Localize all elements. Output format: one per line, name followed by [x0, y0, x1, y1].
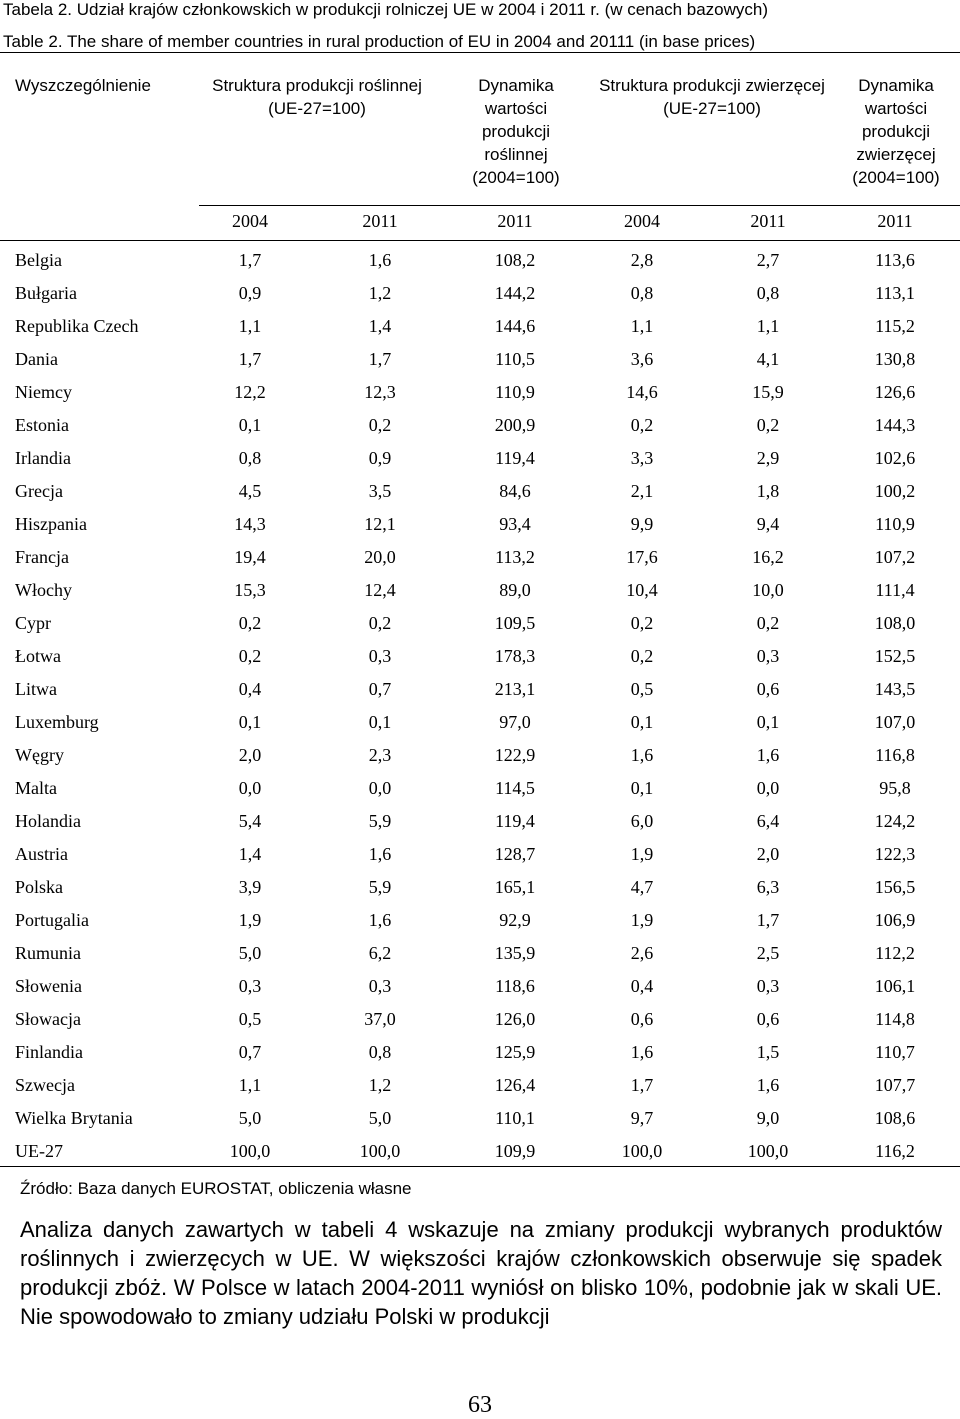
value-cell: 0,1 [238, 712, 262, 732]
value-cell: 2,5 [756, 943, 780, 963]
value-cell: 14,6 [626, 382, 658, 402]
value-cell: 116,8 [875, 745, 915, 765]
country-name: Austria [15, 844, 68, 864]
value-cell: 1,4 [368, 316, 392, 336]
value-cell: 5,4 [238, 811, 262, 831]
value-cell: 4,5 [238, 481, 262, 501]
value-cell: 0,9 [238, 283, 262, 303]
country-name: Włochy [15, 580, 72, 600]
value-cell: 130,8 [874, 349, 916, 369]
table-row [0, 475, 960, 508]
country-name: Bułgaria [15, 283, 77, 303]
value-cell: 0,2 [238, 646, 262, 666]
country-name: Słowacja [15, 1009, 81, 1029]
value-cell: 108,6 [874, 1108, 916, 1128]
country-name: Finlandia [15, 1042, 83, 1062]
value-cell: 106,9 [874, 910, 916, 930]
value-cell: 1,1 [238, 316, 262, 336]
year-cell: 2011 [750, 211, 786, 231]
country-name: Irlandia [15, 448, 71, 468]
value-cell: 5,9 [368, 811, 392, 831]
value-cell: 92,9 [499, 910, 531, 930]
country-name: Wielka Brytania [15, 1108, 133, 1128]
value-cell: 6,4 [756, 811, 780, 831]
value-cell: 5,0 [238, 943, 262, 963]
country-name: Malta [15, 778, 57, 798]
value-cell: 2,0 [238, 745, 262, 765]
value-cell: 1,9 [630, 844, 654, 864]
table-row [0, 640, 960, 673]
value-cell: 110,9 [875, 514, 915, 534]
value-cell: 0,2 [756, 613, 780, 633]
value-cell: 1,5 [756, 1042, 780, 1062]
country-name: Łotwa [15, 646, 61, 666]
value-cell: 0,0 [238, 778, 262, 798]
value-cell: 156,5 [874, 877, 916, 897]
value-cell: 122,9 [494, 745, 536, 765]
value-cell: 144,2 [494, 283, 536, 303]
header-rule [199, 205, 960, 206]
country-name: Szwecja [15, 1075, 75, 1095]
value-cell: 135,9 [494, 943, 536, 963]
table-row [0, 343, 960, 376]
value-cell: 2,3 [368, 745, 392, 765]
year-cell: 2011 [877, 211, 913, 231]
table-title-polish: Tabela 2. Udział krajów członkowskich w produkcji rolniczej UE w 2004 i 2011 r. (w cenach bazowych) [3, 0, 769, 19]
value-cell: 19,4 [234, 547, 266, 567]
value-cell: 3,9 [238, 877, 262, 897]
table-row [0, 1135, 960, 1168]
value-cell: 0,7 [368, 679, 392, 699]
value-cell: 1,7 [238, 250, 262, 270]
value-cell: 1,9 [630, 910, 654, 930]
value-cell: 107,7 [874, 1075, 916, 1095]
country-name: Holandia [15, 811, 81, 831]
value-cell: 143,5 [874, 679, 916, 699]
table-row [0, 541, 960, 574]
value-cell: 14,3 [234, 514, 266, 534]
value-cell: 0,1 [238, 415, 262, 435]
value-cell: 0,1 [630, 778, 654, 798]
value-cell: 12,2 [234, 382, 266, 402]
value-cell: 107,0 [874, 712, 916, 732]
header-animal-structure: Struktura produkcji zwierzęcej (UE-27=100) [599, 76, 825, 118]
value-cell: 126,0 [494, 1009, 536, 1029]
value-cell: 144,3 [874, 415, 916, 435]
value-cell: 1,6 [630, 1042, 654, 1062]
value-cell: 3,6 [630, 349, 654, 369]
year-cell: 2004 [624, 211, 660, 231]
value-cell: 119,4 [495, 448, 535, 468]
value-cell: 126,4 [494, 1075, 536, 1095]
table-title-english: Table 2. The share of member countries in rural production of EU in 2004 and 20111 (in base prices) [3, 32, 756, 51]
value-cell: 124,2 [874, 811, 916, 831]
value-cell: 100,2 [874, 481, 916, 501]
country-name: Belgia [15, 250, 62, 270]
value-cell: 1,9 [238, 910, 262, 930]
value-cell: 112,2 [875, 943, 915, 963]
value-cell: 3,3 [630, 448, 654, 468]
value-cell: 108,0 [874, 613, 916, 633]
value-cell: 2,9 [756, 448, 780, 468]
value-cell: 9,0 [756, 1108, 780, 1128]
value-cell: 0,5 [238, 1009, 262, 1029]
year-rule [0, 240, 960, 241]
value-cell: 3,5 [368, 481, 392, 501]
year-row [0, 211, 960, 239]
value-cell: 0,6 [756, 679, 780, 699]
value-cell: 84,6 [499, 481, 531, 501]
country-name: Słowenia [15, 976, 82, 996]
page-number: 63 [468, 1392, 492, 1418]
value-cell: 6,0 [630, 811, 654, 831]
value-cell: 0,4 [238, 679, 262, 699]
value-cell: 100,0 [621, 1141, 663, 1161]
value-cell: 0,2 [368, 415, 392, 435]
value-cell: 0,0 [756, 778, 780, 798]
value-cell: 110,9 [495, 382, 535, 402]
value-cell: 9,4 [756, 514, 780, 534]
country-name: Grecja [15, 481, 63, 501]
value-cell: 12,3 [364, 382, 396, 402]
value-cell: 0,3 [756, 646, 780, 666]
value-cell: 0,2 [630, 415, 654, 435]
table-row [0, 508, 960, 541]
value-cell: 115,2 [875, 316, 915, 336]
country-name: Rumunia [15, 943, 81, 963]
value-cell: 2,1 [630, 481, 654, 501]
value-cell: 125,9 [494, 1042, 536, 1062]
value-cell: 0,6 [756, 1009, 780, 1029]
value-cell: 122,3 [874, 844, 916, 864]
value-cell: 2,0 [756, 844, 780, 864]
value-cell: 2,6 [630, 943, 654, 963]
value-cell: 1,1 [238, 1075, 262, 1095]
year-cell: 2004 [232, 211, 268, 231]
country-name: Litwa [15, 679, 57, 699]
value-cell: 110,7 [875, 1042, 915, 1062]
value-cell: 114,8 [875, 1009, 915, 1029]
value-cell: 0,2 [238, 613, 262, 633]
year-cell: 2011 [497, 211, 533, 231]
table-row [0, 772, 960, 805]
value-cell: 95,8 [879, 778, 911, 798]
value-cell: 2,8 [630, 250, 654, 270]
value-cell: 0,2 [368, 613, 392, 633]
value-cell: 89,0 [499, 580, 531, 600]
value-cell: 0,1 [630, 712, 654, 732]
header-plant-dynamics: Dynamika wartości produkcji roślinnej (2004=100) [472, 76, 560, 187]
table-row [0, 1003, 960, 1036]
value-cell: 108,2 [494, 250, 536, 270]
value-cell: 0,3 [238, 976, 262, 996]
value-cell: 0,8 [756, 283, 780, 303]
country-name: Francja [15, 547, 69, 567]
value-cell: 1,7 [756, 910, 780, 930]
value-cell: 6,3 [756, 877, 780, 897]
value-cell: 5,9 [368, 877, 392, 897]
value-cell: 106,1 [874, 976, 916, 996]
table-row [0, 805, 960, 838]
table-header [0, 72, 960, 202]
value-cell: 1,7 [630, 1075, 654, 1095]
value-cell: 126,6 [874, 382, 916, 402]
header-animal-dynamics: Dynamika wartości produkcji zwierzęcej (2004=100) [852, 76, 940, 187]
value-cell: 20,0 [364, 547, 396, 567]
table-row [0, 310, 960, 343]
value-cell: 1,6 [368, 910, 392, 930]
value-cell: 111,4 [875, 580, 915, 600]
table-row [0, 904, 960, 937]
header-plant-structure: Struktura produkcji roślinnej (UE-27=100) [212, 76, 422, 118]
value-cell: 1,1 [630, 316, 654, 336]
value-cell: 116,2 [875, 1141, 915, 1161]
table-row [0, 244, 960, 277]
value-cell: 102,6 [874, 448, 916, 468]
country-name: Luxemburg [15, 712, 99, 732]
value-cell: 109,5 [494, 613, 536, 633]
country-name: Estonia [15, 415, 69, 435]
value-cell: 114,5 [495, 778, 535, 798]
value-cell: 97,0 [499, 712, 531, 732]
value-cell: 5,0 [238, 1108, 262, 1128]
value-cell: 1,1 [756, 316, 780, 336]
table-row [0, 937, 960, 970]
table-row [0, 574, 960, 607]
value-cell: 9,7 [630, 1108, 654, 1128]
table-row [0, 376, 960, 409]
value-cell: 17,6 [626, 547, 658, 567]
value-cell: 0,3 [368, 646, 392, 666]
year-cell: 2011 [362, 211, 398, 231]
value-cell: 15,3 [234, 580, 266, 600]
value-cell: 0,2 [630, 646, 654, 666]
table-row [0, 673, 960, 706]
value-cell: 1,4 [238, 844, 262, 864]
table-row [0, 706, 960, 739]
table-row [0, 607, 960, 640]
value-cell: 107,2 [874, 547, 916, 567]
value-cell: 5,0 [368, 1108, 392, 1128]
value-cell: 4,7 [630, 877, 654, 897]
value-cell: 109,9 [494, 1141, 536, 1161]
value-cell: 0,4 [630, 976, 654, 996]
table-row [0, 1102, 960, 1135]
value-cell: 0,2 [630, 613, 654, 633]
value-cell: 37,0 [364, 1009, 396, 1029]
value-cell: 100,0 [359, 1141, 401, 1161]
value-cell: 100,0 [229, 1141, 271, 1161]
value-cell: 0,5 [630, 679, 654, 699]
value-cell: 1,7 [238, 349, 262, 369]
value-cell: 10,4 [626, 580, 658, 600]
table-row [0, 1036, 960, 1069]
value-cell: 10,0 [752, 580, 784, 600]
value-cell: 9,9 [630, 514, 654, 534]
value-cell: 110,5 [495, 349, 535, 369]
value-cell: 1,7 [368, 349, 392, 369]
table-row [0, 970, 960, 1003]
value-cell: 113,6 [875, 250, 915, 270]
table-row [0, 871, 960, 904]
value-cell: 113,1 [875, 283, 915, 303]
country-name: Niemcy [15, 382, 72, 402]
value-cell: 0,8 [238, 448, 262, 468]
header-specification: Wyszczególnienie [15, 76, 151, 95]
value-cell: 1,8 [756, 481, 780, 501]
value-cell: 0,3 [368, 976, 392, 996]
value-cell: 152,5 [874, 646, 916, 666]
country-name: Dania [15, 349, 58, 369]
value-cell: 213,1 [494, 679, 536, 699]
table-row [0, 442, 960, 475]
value-cell: 0,9 [368, 448, 392, 468]
country-name: Cypr [15, 613, 51, 633]
value-cell: 144,6 [494, 316, 536, 336]
value-cell: 1,6 [368, 844, 392, 864]
value-cell: 0,7 [238, 1042, 262, 1062]
value-cell: 1,6 [756, 1075, 780, 1095]
value-cell: 0,8 [630, 283, 654, 303]
body-paragraph: Analiza danych zawartych w tabeli 4 wskazuje na zmiany produkcji wybranych produktów roślinnych i zwierzęcych w UE. W większości krajów członkowskich obserwuje się spadek produkcji zbóż. W Polsce w latach 2004-2011 wyniósł on blisko 10%, podobnie jak w skali UE. Nie spowodowało to zmiany udziału Polski w produkcji [20, 1217, 942, 1329]
value-cell: 0,2 [756, 415, 780, 435]
top-rule [0, 52, 960, 53]
country-name: Portugalia [15, 910, 89, 930]
table-row [0, 739, 960, 772]
value-cell: 1,2 [368, 1075, 392, 1095]
table-row [0, 838, 960, 871]
bottom-rule [0, 1166, 960, 1167]
country-name: UE-27 [15, 1141, 63, 1161]
value-cell: 113,2 [495, 547, 535, 567]
data-table [0, 244, 960, 1168]
source-note: Źródło: Baza danych EUROSTAT, obliczenia własne [20, 1179, 412, 1198]
table-row [0, 409, 960, 442]
value-cell: 1,6 [756, 745, 780, 765]
table-row [0, 277, 960, 310]
value-cell: 12,4 [364, 580, 396, 600]
value-cell: 0,8 [368, 1042, 392, 1062]
value-cell: 1,6 [630, 745, 654, 765]
country-name: Węgry [15, 745, 64, 765]
value-cell: 1,2 [368, 283, 392, 303]
value-cell: 0,0 [368, 778, 392, 798]
value-cell: 15,9 [752, 382, 784, 402]
country-name: Hiszpania [15, 514, 87, 534]
value-cell: 178,3 [494, 646, 536, 666]
value-cell: 0,1 [756, 712, 780, 732]
value-cell: 119,4 [495, 811, 535, 831]
value-cell: 1,6 [368, 250, 392, 270]
country-name: Republika Czech [15, 316, 139, 336]
value-cell: 0,3 [756, 976, 780, 996]
value-cell: 16,2 [752, 547, 784, 567]
value-cell: 118,6 [495, 976, 535, 996]
value-cell: 110,1 [495, 1108, 535, 1128]
value-cell: 6,2 [368, 943, 392, 963]
value-cell: 93,4 [499, 514, 531, 534]
value-cell: 2,7 [756, 250, 780, 270]
country-name: Polska [15, 877, 64, 897]
value-cell: 200,9 [494, 415, 536, 435]
value-cell: 12,1 [364, 514, 396, 534]
value-cell: 100,0 [747, 1141, 789, 1161]
value-cell: 0,6 [630, 1009, 654, 1029]
value-cell: 165,1 [494, 877, 536, 897]
table-row [0, 1069, 960, 1102]
value-cell: 4,1 [756, 349, 780, 369]
value-cell: 128,7 [494, 844, 536, 864]
value-cell: 0,1 [368, 712, 392, 732]
